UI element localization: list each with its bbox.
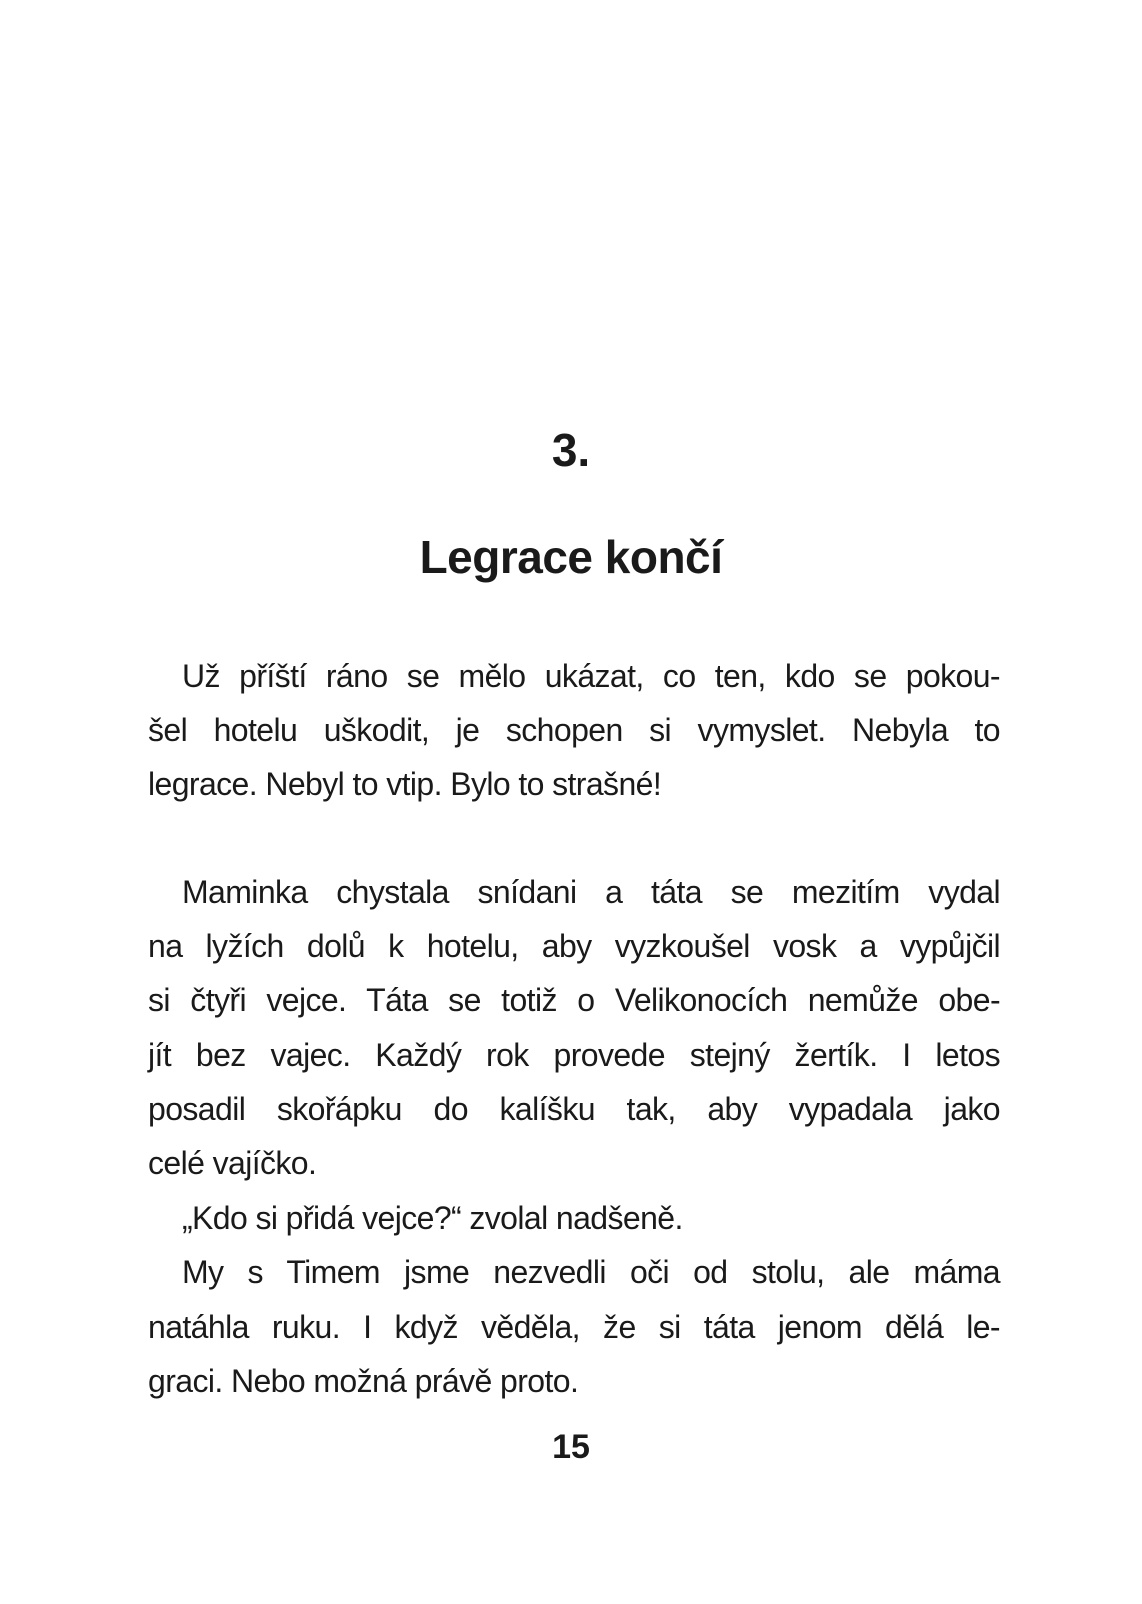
text-line: si čtyři vejce. Táta se totiž o Velikonocích nemůže obe- [148, 982, 1000, 1018]
text-line: legrace. Nebyl to vtip. Bylo to strašné! [148, 766, 662, 802]
text-line: „Kdo si přidá vejce?“ zvolal nadšeně. [182, 1200, 683, 1236]
text-line: natáhla ruku. I když věděla, že si táta jenom dělá le- [148, 1309, 1000, 1345]
text-line: graci. Nebo možná právě proto. [148, 1363, 579, 1399]
page-number: 15 [552, 1428, 590, 1466]
text-line: Maminka chystala snídani a táta se mezitím vydal [182, 874, 1000, 910]
text-line: My s Timem jsme nezvedli oči od stolu, ale máma [182, 1254, 1000, 1290]
text-line: Už příští ráno se mělo ukázat, co ten, kdo se pokou- [182, 658, 1000, 694]
text-line: šel hotelu uškodit, je schopen si vymyslet. Nebyla to [148, 712, 1000, 748]
chapter-title: Legrace končí [419, 531, 723, 583]
text-line: na lyžích dolů k hotelu, aby vyzkoušel vosk a vypůjčil [148, 928, 1000, 964]
chapter-number: 3. [551, 424, 591, 476]
text-line: posadil skořápku do kalíšku tak, aby vypadala jako [148, 1091, 1000, 1127]
text-line: jít bez vajec. Každý rok provede stejný žertík. I letos [148, 1037, 1000, 1073]
text-line: celé vajíčko. [148, 1145, 317, 1181]
